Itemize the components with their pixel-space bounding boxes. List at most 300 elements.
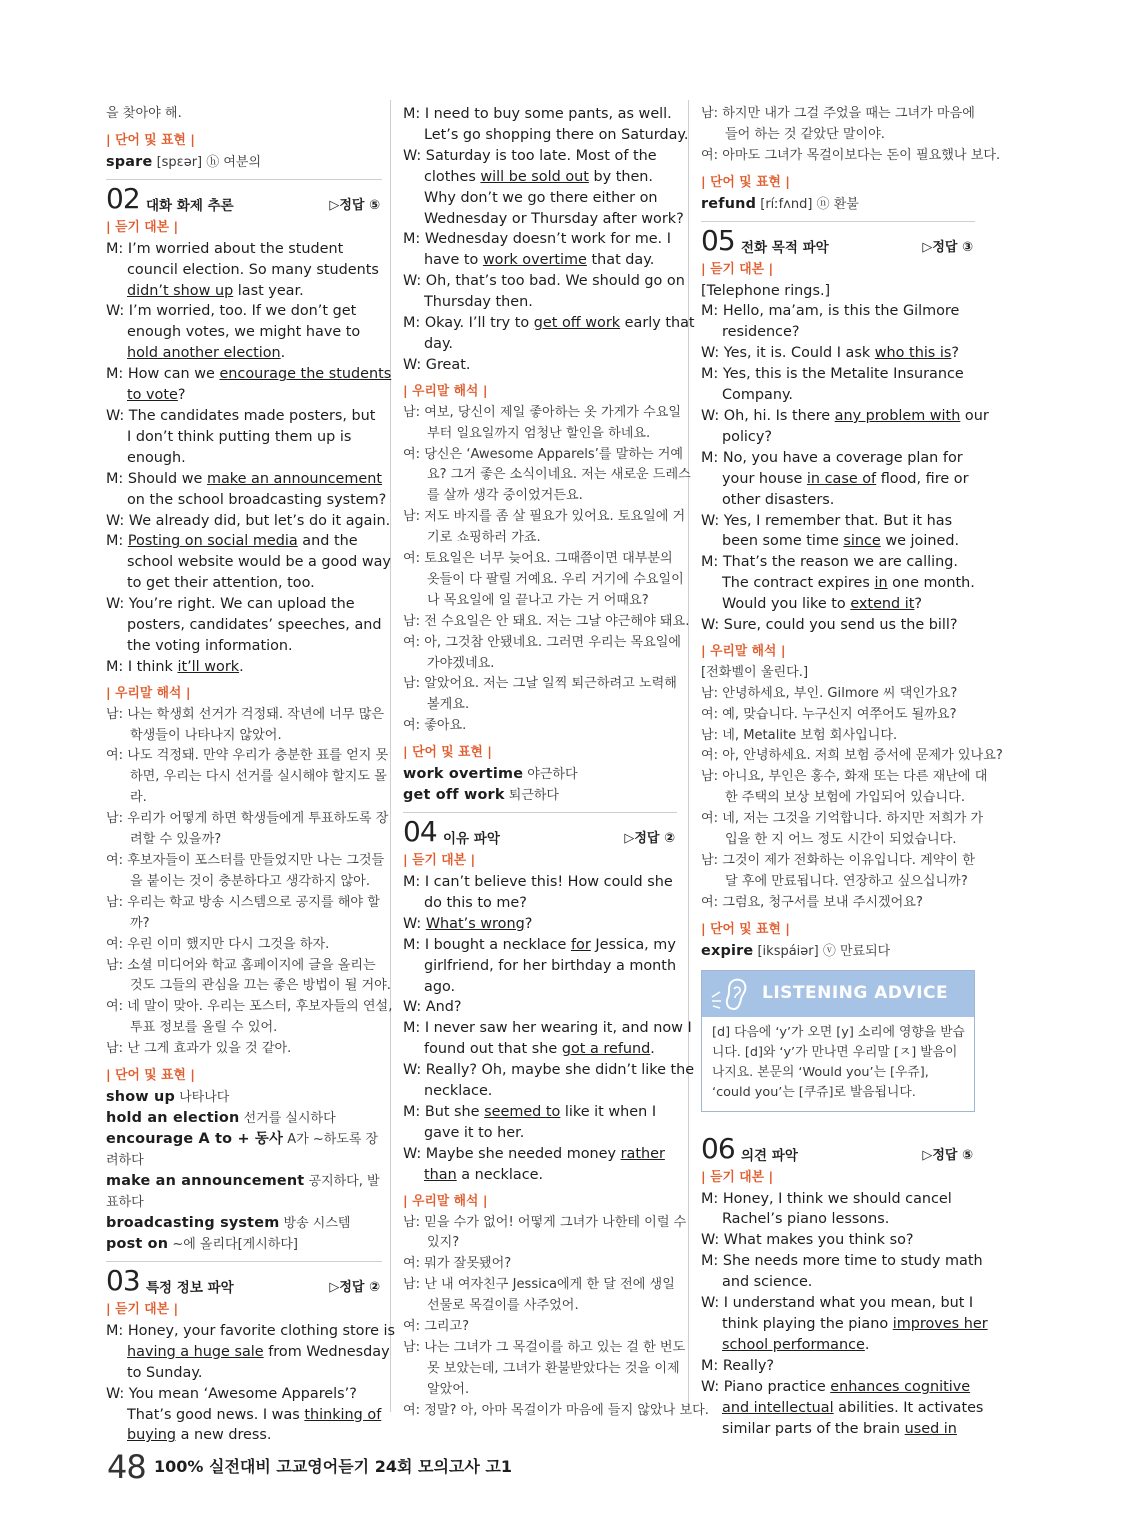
script-line-text: W: Maybe she needed money (403, 1145, 621, 1162)
script-line-text: M: (106, 533, 128, 550)
column-3 (701, 104, 1003, 1439)
script-line (403, 229, 677, 250)
script-line-text: Wednesday or Thursday after work? (424, 210, 684, 227)
script-line-text: ? (951, 345, 960, 362)
script-line-text: M: I think (106, 658, 178, 675)
script-line (106, 573, 382, 594)
script-line-text: M: I bought a necklace (403, 936, 571, 953)
underlined-expression: rather (620, 1145, 665, 1162)
column-divider (688, 100, 689, 1412)
translation-line-text: 못 보았는데, 그녀가 환불받았다는 것을 이제 (427, 1360, 680, 1376)
script-line-text: W: I’m worried, too. If we don’t get (106, 303, 357, 320)
script-line-text: a necklace. (456, 1166, 544, 1183)
vocab-definition: 야근하다 (523, 767, 578, 783)
script-line-text: M: Should we (106, 470, 207, 487)
underlined-expression: it’ll work (177, 658, 240, 675)
script-line (701, 364, 975, 385)
section-label (701, 642, 975, 663)
script-line (701, 322, 975, 343)
script-line-text: . (650, 1041, 655, 1058)
script-line (403, 1165, 677, 1186)
translation-line (106, 872, 382, 893)
script-line-text: one month. (887, 575, 975, 592)
translation-line (403, 1359, 680, 1380)
translation-line-text: 여: 아, 그것참 안됐네요. 그러면 우리는 목요일에 (403, 634, 682, 650)
script-line-text: policy? (722, 428, 773, 445)
script-line (403, 1081, 677, 1102)
script-line-text: buying (127, 1427, 177, 1444)
script-line (106, 531, 382, 552)
translation-line-text: 하면, 우리는 다시 선거를 실시해야 할지도 몰 (130, 769, 387, 785)
script-line (701, 511, 975, 532)
vocab-definition: [ríːfʌnd] ⓝ 환불 (756, 196, 859, 212)
section-label (701, 1168, 975, 1189)
script-line-text: the voting information. (127, 637, 293, 654)
script-line-text: school website would be a good way (127, 554, 391, 571)
script-line (403, 1102, 677, 1123)
script-line (403, 292, 677, 313)
section-label-text: | 단어 및 표현 | (106, 132, 195, 148)
script-line (106, 1405, 382, 1426)
script-line (106, 511, 391, 532)
script-line-text: Let’s go shopping there on Saturday. (424, 126, 689, 143)
translation-line-text: 한 주택의 보상 보험에 가입되어 있습니다. (725, 790, 965, 806)
translation-line-text: 것도 그들의 관심을 끄는 좋은 방법이 될 거야. (130, 978, 391, 994)
listening-advice-box (701, 970, 975, 1112)
advice-line: 니다. [d]와 ‘y’가 만나면 우리말 [ㅈ] 발음이 (712, 1044, 958, 1060)
answer-key: ▷정답 ② (624, 831, 675, 847)
script-line (403, 313, 695, 334)
listening-advice-title: LISTENING ADVICE (762, 982, 949, 1003)
script-line-text: W: The candidates made posters, but (106, 407, 376, 424)
script-line (106, 1425, 382, 1446)
section-label (403, 743, 677, 764)
translation-line (403, 695, 677, 716)
script-line-text: think playing the piano (722, 1315, 893, 1332)
script-line-text: M: Really? (701, 1357, 775, 1374)
script-line-text: early that (620, 315, 695, 332)
script-line-text: W: Piano practice (701, 1378, 831, 1395)
underlined-expression: work overtime (482, 252, 587, 269)
underlined-expression: since (843, 533, 881, 550)
translation-line (701, 809, 984, 830)
script-line-text: last year. (233, 282, 304, 299)
translation-line-text: 남: 난 내 여자친구 Jessica에게 한 달 전에 생일 (403, 1277, 675, 1293)
column-2 (403, 104, 709, 1422)
script-line-text: residence? (722, 324, 800, 341)
script-line (701, 301, 975, 322)
translation-line-text: 남: 나는 그녀가 그 목걸이를 하고 있는 걸 한 번도 (403, 1339, 686, 1355)
listening-advice-body (702, 1017, 974, 1111)
page-number: 48 (107, 1448, 146, 1486)
section-label-text: | 우리말 해석 | (106, 685, 191, 701)
script-line (403, 334, 677, 355)
script-line-text: W: We already did, but let’s do it again. (106, 512, 391, 529)
question-number: 06 (701, 1131, 735, 1165)
script-line-text: M: That’s the reason we are calling. (701, 554, 958, 571)
script-line (701, 1398, 984, 1419)
script-line-text: school performance (722, 1336, 865, 1353)
script-line (701, 1377, 975, 1398)
vocab-entry (106, 1129, 382, 1150)
script-line (701, 1209, 975, 1230)
translation-line-text: 투표 정보를 올릴 수 있어. (130, 1020, 278, 1036)
translation-line-text: 여: 정말? 아, 아마 목걸이가 마음에 들지 않았나 보다. (403, 1402, 709, 1418)
translation-line (106, 1018, 382, 1039)
script-line (701, 281, 975, 302)
script-line-text: . (280, 345, 286, 362)
script-line (701, 1230, 975, 1251)
script-line (403, 1018, 692, 1039)
script-line (106, 469, 382, 490)
book-title: 100% 실전대비 고교영어듣기 24회 모의고사 고1 (154, 1457, 512, 1476)
translation-line-text: 옷들이 다 팔릴 거예요. 우리 거기에 수요일이 (427, 571, 684, 587)
translation-line (403, 1275, 677, 1296)
script-line-text: similar parts of the brain (722, 1420, 905, 1437)
vocab-term: post on (106, 1235, 169, 1252)
vocab-entry (403, 785, 677, 806)
section-header (106, 181, 382, 218)
underlined-expression: will be sold out (480, 168, 589, 185)
section-label (106, 131, 382, 152)
script-line (701, 1272, 975, 1293)
script-line-text: to Sunday. (127, 1364, 203, 1381)
section-label-text: | 단어 및 표현 | (701, 174, 790, 190)
script-line (403, 956, 677, 977)
translation-line-text: 남: 저도 바지를 좀 살 필요가 있어요. 토요일에 거 (403, 509, 686, 525)
section-header (701, 1131, 975, 1168)
script-line-text: from Wednesday (263, 1343, 390, 1360)
script-line-text: clothes (424, 168, 481, 185)
script-line-text: flood, fire or (876, 470, 969, 487)
script-line-text: girlfriend, for her birthday a month (424, 957, 677, 974)
script-line (403, 250, 677, 271)
vocab-entry (106, 1171, 382, 1192)
section-label (403, 1192, 677, 1213)
answer-key: ▷정답 ⑤ (922, 1147, 973, 1163)
translation-line (403, 486, 677, 507)
script-line (701, 1293, 975, 1314)
vocab-term: show up (106, 1088, 175, 1105)
section-header (106, 1263, 382, 1300)
vocab-term: hold an election (106, 1109, 240, 1126)
vocab-term: get off work (403, 787, 505, 804)
script-line-text: W: (403, 915, 426, 932)
translation-line-text: 남: 믿을 수가 없어! 어떻게 그녀가 나한테 이럴 수 (403, 1214, 687, 1230)
translation-line (701, 872, 975, 893)
vocab-term: make an announcement (106, 1172, 305, 1189)
translation-line-text: 남: 안녕하세요, 부인. Gilmore 씨 댁인가요? (701, 685, 958, 701)
translation-line-text: 있지? (427, 1235, 460, 1251)
script-line-text: Would you like to (722, 596, 851, 613)
script-line (106, 594, 382, 615)
script-line-text: found out that she (424, 1041, 562, 1058)
vocab-definition: 표하다 (106, 1194, 144, 1210)
script-line (403, 1123, 677, 1144)
vocab-definition: ~에 올리다[게시하다] (168, 1236, 298, 1252)
translation-line-text: 여: 우린 이미 했지만 다시 그것을 하자. (106, 936, 330, 952)
script-line (701, 385, 975, 406)
translation-line (106, 914, 382, 935)
script-line-text: ago. (424, 978, 456, 995)
translation-line-text: 남: 난 그게 효과가 있을 것 같아. (106, 1041, 292, 1057)
script-line-text: like it when I (560, 1103, 657, 1120)
vocab-entry (106, 1213, 382, 1234)
underlined-expression: who this is (874, 345, 952, 362)
section-label-text: | 우리말 해석 | (403, 1193, 488, 1209)
section-header (701, 223, 975, 260)
translation-line-text: 남: 여보, 당신이 제일 좋아하는 옷 가게가 수요일 (403, 404, 682, 420)
section-label-text: | 듣기 대본 | (106, 1301, 179, 1317)
script-line-text: than (424, 1166, 457, 1183)
script-line-text: W: Oh, hi. Is there (701, 407, 835, 424)
script-line (701, 615, 975, 636)
script-line-text: gave it to her. (424, 1124, 525, 1141)
script-line-text: and science. (722, 1274, 813, 1291)
translation-line-text: 여: 네 말이 맞아. 우리는 포스터, 후보자들의 연설, (106, 999, 393, 1015)
script-line-text: have to (424, 252, 483, 269)
script-line-text: enough. (127, 449, 186, 466)
script-line (701, 1314, 988, 1335)
script-line-text: That’s good news. I was (127, 1406, 305, 1423)
translation-line (403, 716, 677, 737)
ear-icon (708, 975, 758, 1015)
underlined-expression: used in (904, 1420, 957, 1437)
script-line-text: Thursday then. (424, 294, 533, 311)
advice-line: 나지요. 본문의 ‘Would you’는 [우쥬], (712, 1064, 929, 1080)
translation-line-text: 입을 한 지 어느 정도 시간이 되었습니다. (725, 832, 957, 848)
section-label-text: | 듣기 대본 | (403, 853, 476, 869)
translation-line-text: 선물로 목걸이를 사주었어. (427, 1298, 579, 1314)
translation-line (106, 851, 385, 872)
translation-line (403, 674, 677, 695)
section-label-text: | 듣기 대본 | (106, 219, 179, 235)
translation-line (106, 746, 389, 767)
script-line-text: W: What makes you think so? (701, 1232, 914, 1249)
script-line (106, 1342, 390, 1363)
question-number: 02 (106, 181, 140, 215)
section-divider (106, 1261, 382, 1262)
section-divider (701, 221, 975, 222)
translation-line-text: 여: 토요일은 너무 늦어요. 그때쯤이면 대부분의 (403, 551, 673, 567)
script-line-text: W: Oh, that’s too bad. We should go on (403, 273, 685, 290)
translation-line-text: 남: 소셜 미디어와 학교 홈페이지에 글을 올리는 (106, 957, 376, 973)
translation-line-text: 남: 네, Metalite 보험 회사입니다. (701, 727, 898, 743)
translation-line (106, 830, 382, 851)
translation-line (403, 445, 684, 466)
translation-line-text: 라. (130, 790, 147, 806)
translation-line-text: 들어 하는 것 같았단 말이야. (725, 126, 885, 142)
translation-line (701, 767, 988, 788)
vocab-definition: [spɛər] ⓗ 여분의 (152, 154, 262, 170)
script-line-text: Rachel’s piano lessons. (722, 1211, 890, 1228)
script-line-text: ? (524, 915, 533, 932)
section-label-text: | 단어 및 표현 | (106, 1068, 195, 1084)
script-line-text: M: I’m worried about the student (106, 240, 344, 257)
script-line-text: Why don’t we go there either on (424, 189, 658, 206)
translation-line (403, 507, 686, 528)
script-line-text: The contract expires (722, 575, 875, 592)
vocab-entry (106, 1087, 382, 1108)
script-line (106, 1321, 395, 1342)
answer-key: ▷정답 ③ (922, 239, 973, 255)
vocab-definition: 려하다 (106, 1152, 144, 1168)
script-line-text: M: Honey, your favorite clothing store is (106, 1322, 395, 1339)
script-line (701, 448, 975, 469)
script-line (403, 209, 684, 230)
script-line (403, 997, 677, 1018)
translation-line-text: [전화벨이 울린다.] (701, 664, 809, 680)
translation-line (403, 465, 691, 486)
vocab-definition: 방송 시스템 (279, 1215, 351, 1231)
script-line (403, 146, 677, 167)
section-label (701, 173, 975, 194)
translation-line (106, 705, 385, 726)
script-line-text: Jessica, my (590, 936, 676, 953)
script-line (403, 872, 677, 893)
script-line (106, 406, 382, 427)
translation-line (403, 591, 677, 612)
script-line-text: M: No, you have a coverage plan for (701, 449, 963, 466)
translation-line (403, 1338, 686, 1359)
script-line (701, 573, 975, 594)
translation-line-text: 여: 나도 걱정돼. 만약 우리가 충분한 표를 얻지 못 (106, 748, 389, 764)
section-divider (106, 179, 382, 180)
vocab-entry (106, 1150, 382, 1171)
section-label (106, 1066, 382, 1087)
translation-line (106, 788, 382, 809)
script-line-text: W: You’re right. We can upload the (106, 596, 355, 613)
vocab-entry (106, 152, 382, 173)
translation-line-text: 여: 아, 안녕하세요. 저희 보험 증서에 문제가 있나요? (701, 748, 1003, 764)
translation-line (106, 767, 387, 788)
question-number: 04 (403, 815, 437, 849)
script-line (106, 657, 382, 678)
script-line-text: W: Yes, it is. Could I ask (701, 345, 875, 362)
answer-key: ▷정답 ⑤ (329, 197, 380, 213)
translation-line-text: 부터 일요일까지 엄청난 할인을 하네요. (427, 425, 651, 441)
script-line-text: M: Hello, ma’am, is this the Gilmore (701, 303, 960, 320)
translation-line (106, 997, 393, 1018)
script-line-text: I don’t think putting them up is (127, 428, 352, 445)
underlined-expression: Posting on social media (127, 533, 298, 550)
translation-line (701, 705, 975, 726)
script-line-text: W: Saturday is too late. Most of the (403, 147, 657, 164)
column-1 (106, 104, 395, 1446)
translation-line (403, 570, 684, 591)
underlined-expression: encourage the students (219, 366, 392, 383)
translation-line (106, 726, 382, 747)
script-line (403, 271, 685, 292)
script-line-text: . (864, 1336, 870, 1353)
section-label (403, 851, 677, 872)
question-number: 05 (701, 223, 735, 257)
script-line-text: posters, candidates’ speeches, and (127, 617, 382, 634)
translation-line-text: 학생들이 나타나지 않았어. (130, 727, 282, 743)
script-line (701, 1419, 975, 1440)
script-line (701, 1251, 983, 1272)
vocab-entry (701, 194, 975, 215)
vocab-definition: 나타나다 (174, 1089, 230, 1105)
script-line-text: . (239, 658, 244, 675)
question-type: 전화 목적 파악 (741, 239, 829, 256)
script-line (403, 893, 677, 914)
translation-line (701, 104, 975, 125)
translation-line-text: 볼게요. (427, 697, 470, 713)
script-line-text: W: I understand what you mean, but I (701, 1295, 974, 1312)
underlined-expression: improves her (892, 1315, 988, 1332)
underlined-expression: in case of (806, 470, 877, 487)
script-line (106, 385, 382, 406)
script-line-text: having a huge sale (127, 1343, 264, 1360)
translation-line-text: 남: 전 수요일은 안 돼요. 저는 그날 야근해야 돼요. (403, 613, 690, 629)
script-line-text: M: I can’t believe this! How could she (403, 874, 673, 890)
script-line (701, 469, 975, 490)
vocab-entry (106, 1234, 382, 1255)
translation-line (701, 746, 1003, 767)
translation-line-text: 남: 하지만 내가 그걸 주었을 때는 그녀가 마음에 (701, 106, 975, 121)
script-line-text: abilities. It activates (833, 1399, 984, 1416)
translation-line-text: 가야겠네요. (427, 655, 495, 671)
translation-line (701, 663, 975, 684)
vocab-term: refund (701, 195, 757, 212)
script-line (403, 167, 677, 188)
script-line (403, 914, 677, 935)
question-number: 03 (106, 1263, 140, 1297)
script-line-text: M: She needs more time to study math (701, 1253, 983, 1270)
translation-line (106, 809, 389, 830)
underlined-expression: got a refund (561, 1041, 651, 1058)
script-line (701, 427, 975, 448)
vocab-term: encourage A to + 동사 (106, 1130, 284, 1147)
section-label (106, 684, 382, 705)
script-line-text: on the school broadcasting system? (127, 491, 387, 508)
section-label-text: | 우리말 해석 | (403, 383, 488, 399)
script-line-text: M: Wednesday doesn’t work for me. I (403, 231, 671, 248)
script-line-text: M: Okay. I’ll try to (403, 315, 534, 332)
translation-line (701, 830, 975, 851)
underlined-expression: in (874, 575, 888, 592)
translation-line (701, 788, 975, 809)
script-line (106, 322, 382, 343)
script-line-text: to vote (127, 387, 178, 404)
translation-line-text: 을 찾아야 해. (106, 106, 182, 121)
translation-line-text: 여: 뭐가 잘못됐어? (403, 1256, 512, 1272)
script-line-text: and intellectual (722, 1399, 834, 1416)
script-line-text: to get their attention, too. (127, 575, 315, 592)
script-line (106, 281, 382, 302)
translation-line-text: 남: 우리는 학교 방송 시스템으로 공지를 해야 할 (106, 894, 380, 910)
script-line (106, 1384, 382, 1405)
script-line (106, 636, 382, 657)
script-line (403, 977, 677, 998)
script-line (106, 1363, 382, 1384)
translation-line (106, 1039, 382, 1060)
translation-line (701, 893, 975, 914)
translation-line (403, 403, 682, 424)
translation-line-text: 알았어. (427, 1381, 470, 1397)
script-line-text: our (960, 407, 989, 424)
script-line (106, 239, 382, 260)
script-line (106, 301, 382, 322)
script-line-text: W: And? (403, 999, 462, 1016)
script-line-text: necklace. (424, 1083, 493, 1100)
section-label (106, 1300, 382, 1321)
section-label-text: | 단어 및 표현 | (403, 745, 492, 761)
section-label (106, 218, 382, 239)
script-line (403, 188, 677, 209)
script-line-text: [Telephone rings.] (701, 282, 831, 299)
